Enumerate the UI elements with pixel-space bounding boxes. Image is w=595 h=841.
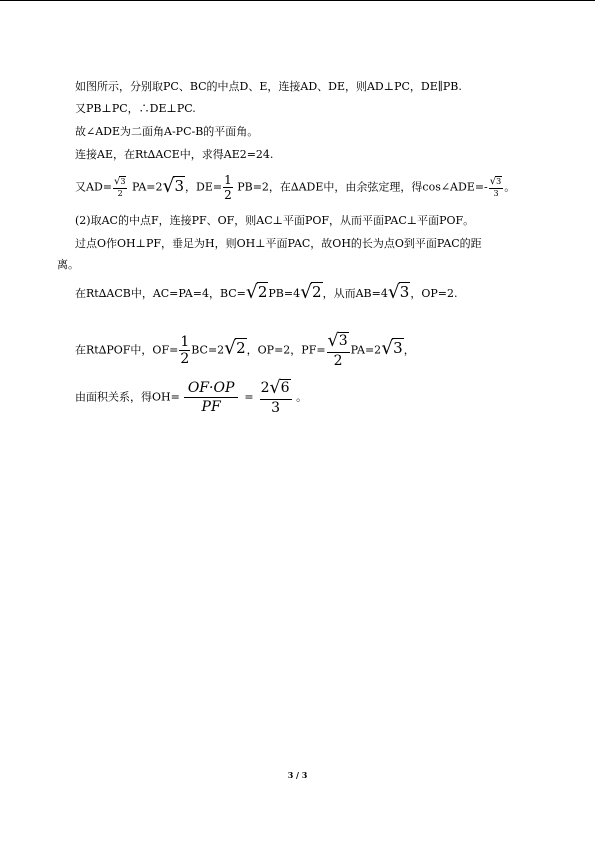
text-segment: BC=2	[191, 343, 225, 357]
text-segment: 在Rt∆ACB中，AC=PA=4，BC=	[75, 287, 246, 300]
fraction-sqrt3-over-3: $\frac{√3}{3}$	[489, 176, 502, 198]
sqrt-3: √3	[381, 338, 403, 360]
text-line-4: 连接AE，在Rt∆ACE中，求得AE2=24.	[75, 148, 274, 161]
text-segment: 。	[504, 180, 516, 194]
text-segment: PA=2	[350, 343, 382, 357]
text-segment: ，	[403, 343, 415, 357]
fraction-sqrt3-over-2: $\frac{√3}{2}$	[327, 331, 348, 369]
text-segment: ，从而AB=4	[322, 287, 388, 300]
text-segment: ，OP=2.	[410, 287, 458, 300]
text-segment: PB=2，在∆ADE中，由余弦定理，得cos∠ADE=-	[237, 180, 488, 194]
fraction-half: $\frac{1}{2}$	[224, 173, 232, 202]
sqrt-3: √3	[387, 281, 410, 303]
text-line-10	[75, 333, 415, 368]
text-segment: ，DE=	[185, 180, 223, 194]
text-line-5	[75, 174, 515, 201]
text-segment: 。	[296, 390, 308, 404]
sqrt-2: √2	[224, 338, 246, 360]
text-segment: =	[244, 390, 254, 404]
text-line-7: 过点O作OH⊥PF，垂足为H，则OH⊥平面PAC，故OH的长为点O到平面PAC的距	[75, 237, 482, 250]
text-line-9	[75, 281, 458, 303]
text-segment: PB=4	[268, 287, 301, 300]
text-line-1: 如图所示，分别取PC、BC的中点D、E，连接AD、DE，则AD⊥PC，DE∥PB.	[75, 80, 462, 93]
fraction-2sqrt6-over-3: $\frac{2√6}{3}$	[260, 378, 290, 416]
text-segment: 又AD=	[75, 180, 112, 194]
text-segment: PA=2	[131, 180, 163, 194]
text-line-6: (2)取AC的中点F，连接PF、OF，则AC⊥平面POF，从而平面PAC⊥平面POF。	[75, 214, 475, 227]
fraction-sqrt3-over-2: $\frac{√3}{2}$	[113, 176, 126, 198]
sqrt-2: √2	[245, 281, 268, 303]
text-segment: 由面积关系，得OH=	[75, 390, 180, 404]
text-segment: 在Rt∆POF中，OF=	[75, 343, 179, 357]
text-segment: ，OP=2，PF=	[246, 343, 326, 357]
fraction-ofop-over-pf: $\frac{OF\cdot OP}{PF}$	[184, 381, 239, 414]
text-line-11	[75, 380, 307, 415]
text-line-2: 又PB⊥PC，∴DE⊥PC.	[75, 102, 196, 115]
text-line-3: 故∠ADE为二面角A-PC-B的平面角。	[75, 125, 259, 138]
sqrt-2: √2	[300, 281, 322, 303]
page-number: 3 / 3	[287, 770, 308, 780]
fraction-half: $\frac{1}{2}$	[180, 333, 190, 367]
sqrt-3: √3	[162, 175, 185, 197]
top-border-line	[0, 0, 595, 1]
text-line-8: 离。	[57, 258, 79, 271]
